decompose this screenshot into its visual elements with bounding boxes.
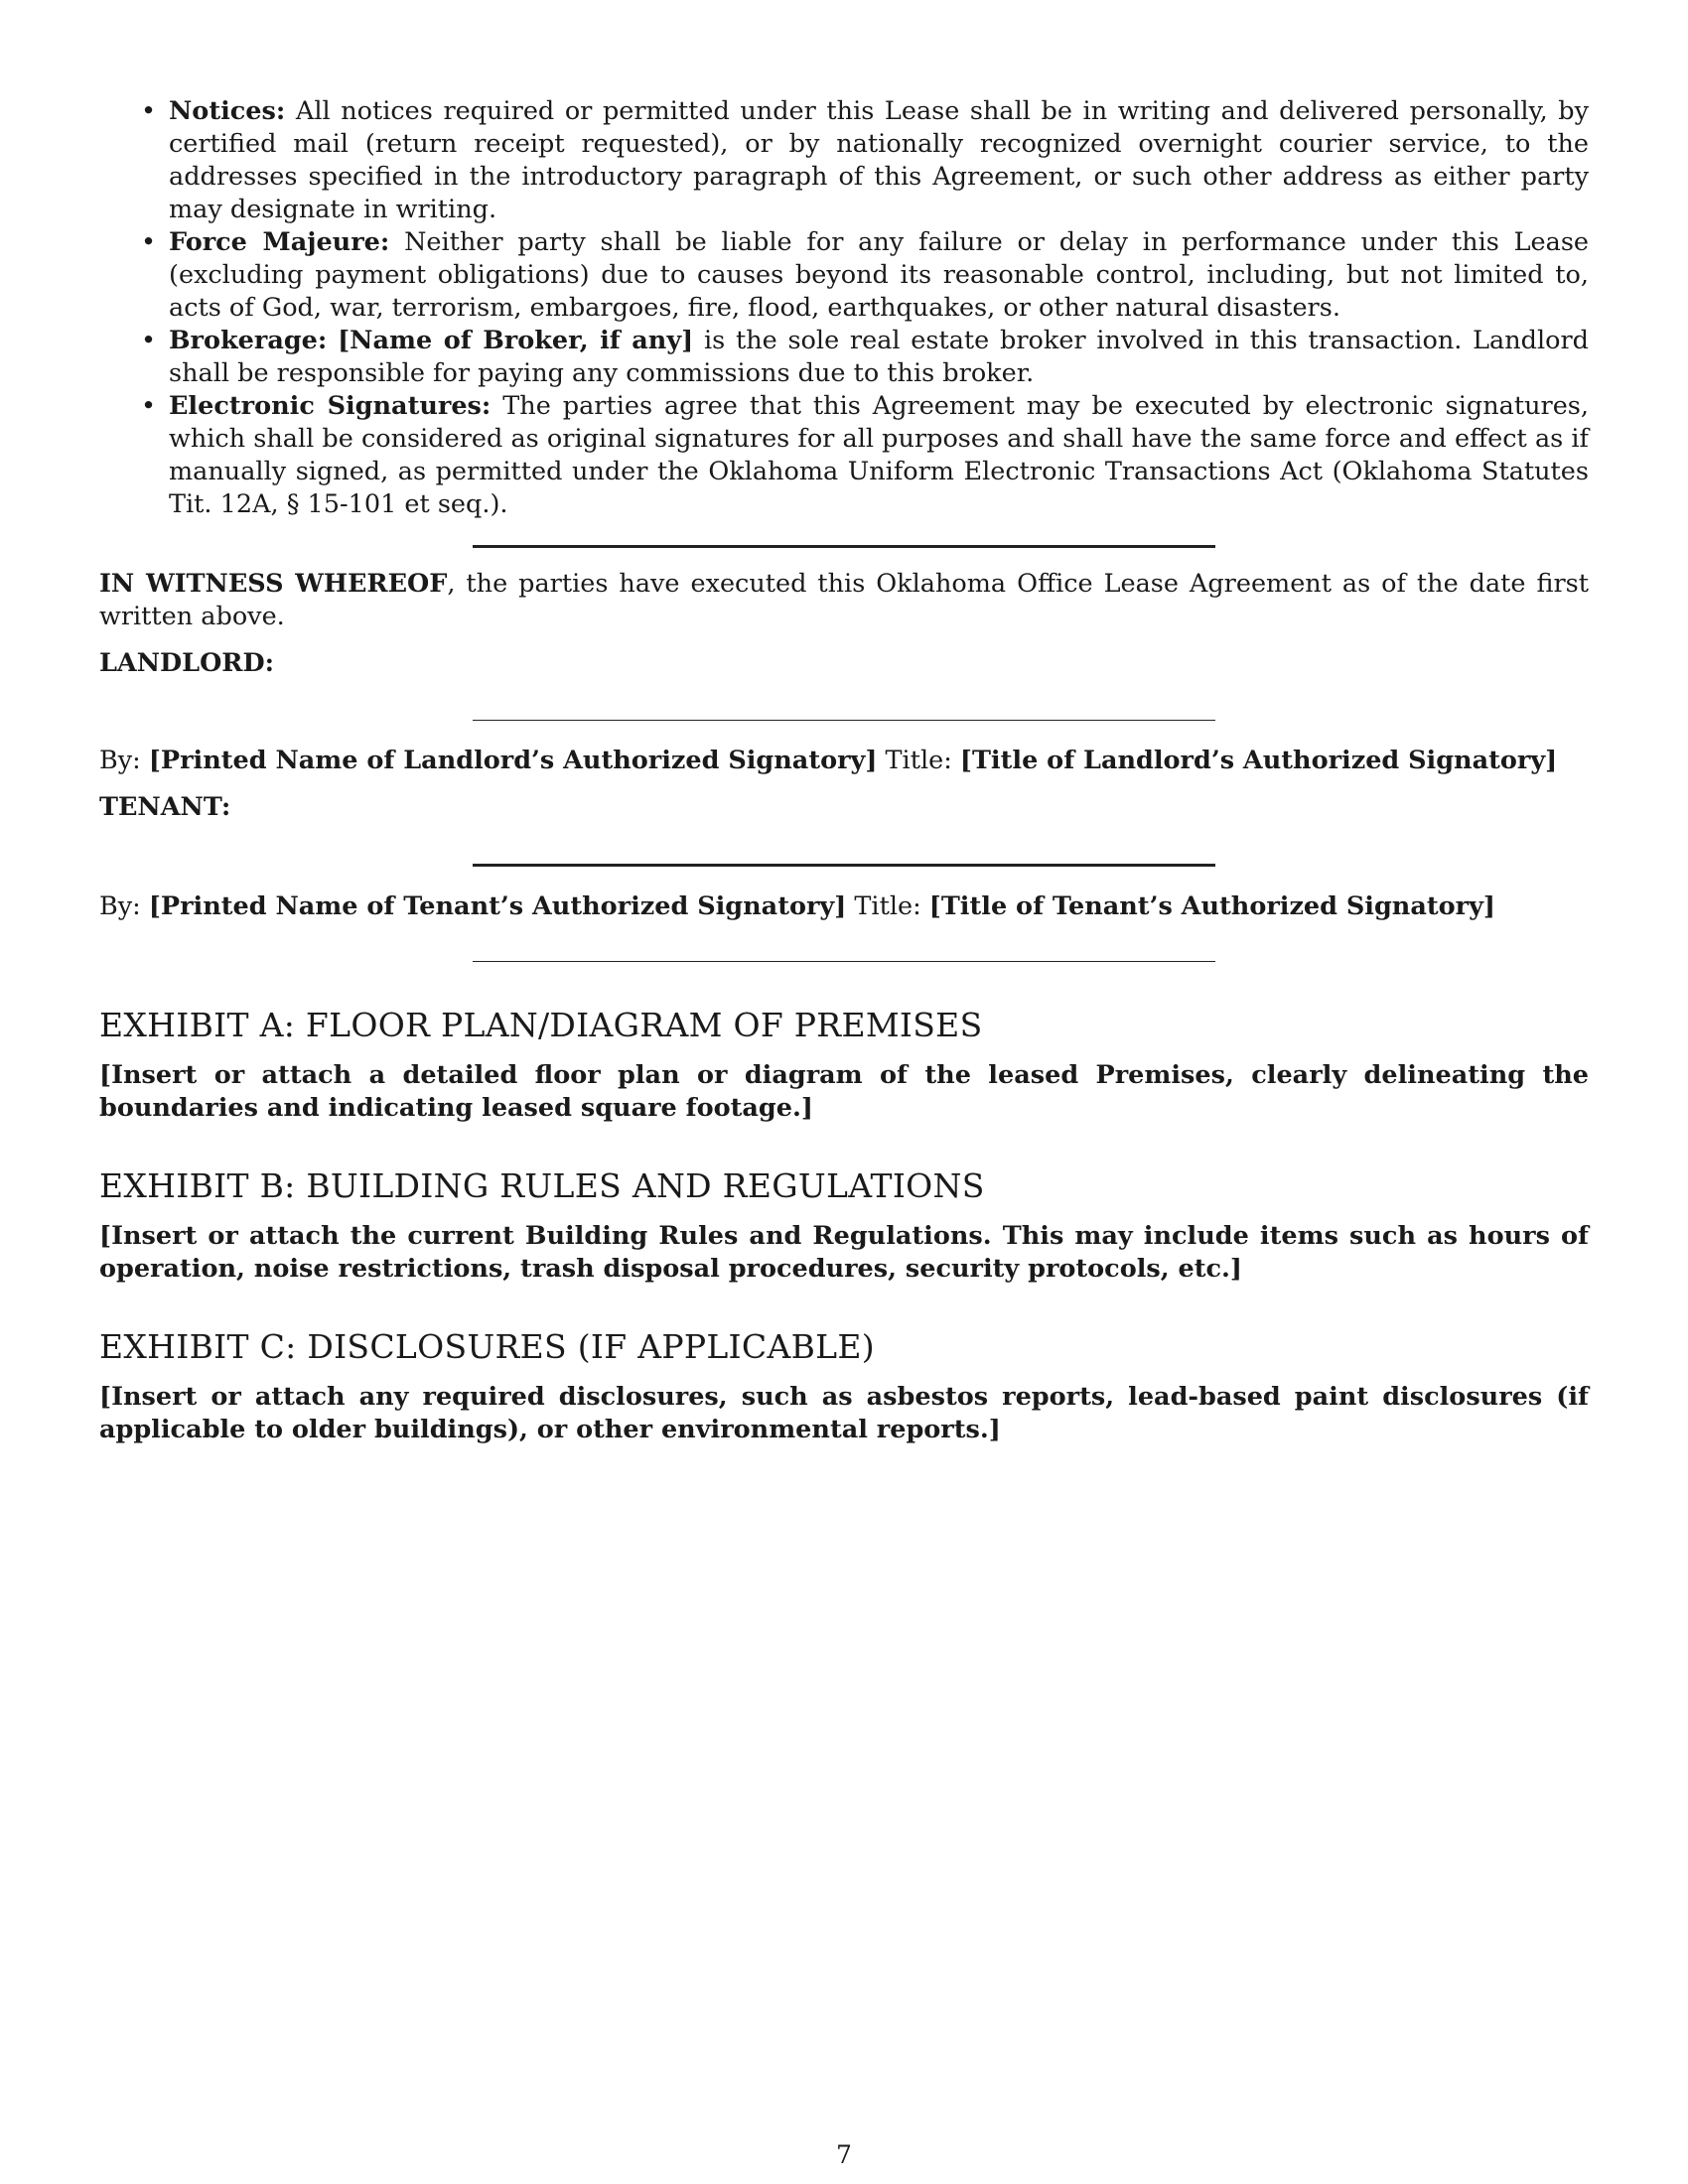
- tenant-title: [Title of Tenant’s Authorized Signatory]: [928, 891, 1495, 921]
- clause-notices: [169, 95, 1589, 226]
- clause-heading: Brokerage:: [169, 326, 328, 355]
- clause-text: is the sole real estate broker involved in this transaction. Landlord shall be responsible for paying any commissions due to this broker.: [169, 326, 1589, 388]
- clause-text: The parties agree that this Agreement may be executed by electronic signatures, which shall be considered as original signatures for all purposes and shall have the same force and effect as if manually signed, as permitted under the Oklahoma Uniform Electronic Transactions Act (Oklahoma Statutes Tit. 12A, § 15-101 et seq.).: [169, 391, 1589, 519]
- witness-paragraph: [99, 568, 1589, 633]
- clause-heading: Notices:: [169, 96, 286, 126]
- exhibit-c-body: [Insert or attach any required disclosures, such as asbestos reports, lead-based paint disclosures (if applicable to older buildings), or other environmental reports.]: [99, 1382, 1589, 1444]
- clause-electronic-signatures: [169, 390, 1589, 521]
- tenant-label: TENANT:: [99, 792, 231, 822]
- tenant-signature-block: [99, 890, 1589, 923]
- document-page: [99, 95, 1589, 1446]
- clause-brokerage: [169, 325, 1589, 390]
- exhibit-b-body: [Insert or attach the current Building Rules and Regulations. This may include items such as hours of operation, noise restrictions, trash disposal procedures, security protocols, etc.]: [99, 1221, 1589, 1284]
- tenant-printed-name: [Printed Name of Tenant’s Authorized Signatory]: [148, 891, 847, 921]
- by-label: By:: [99, 891, 141, 921]
- exhibit-a-body: [Insert or attach a detailed floor plan or diagram of the leased Premises, clearly delineating the boundaries and indicating leased square footage.]: [99, 1060, 1589, 1123]
- clause-text: All notices required or permitted under this Lease shall be in writing and delivered personally, by certified mail (return receipt requested), or by nationally recognized overnight courier service, to the addresses specified in the introductory paragraph of this Agreement, or such other address as either party may designate in writing.: [169, 96, 1589, 224]
- landlord-signature-line: [473, 720, 1215, 721]
- by-label: By:: [99, 746, 141, 775]
- page-number: 7: [836, 2140, 852, 2169]
- exhibit-b-heading: EXHIBIT B: BUILDING RULES AND REGULATIONS: [99, 1166, 985, 1205]
- witness-lead: IN WITNESS WHEREOF: [99, 569, 448, 599]
- section-divider: [473, 545, 1215, 548]
- clause-text: Neither party shall be liable for any failure or delay in performance under this Lease (excluding payment obligations) due to causes beyond its reasonable control, including, but not limited to, acts of God, war, terrorism, embargoes, fire, flood, earthquakes, or other natural disasters.: [169, 227, 1590, 323]
- title-label: Title:: [854, 891, 921, 921]
- landlord-printed-name: [Printed Name of Landlord’s Authorized Signatory]: [148, 746, 878, 775]
- exhibit-c-heading: EXHIBIT C: DISCLOSURES (IF APPLICABLE): [99, 1327, 875, 1366]
- landlord-signature-block: [99, 745, 1589, 777]
- section-divider: [473, 961, 1215, 962]
- landlord-title: [Title of Landlord’s Authorized Signatory]: [959, 746, 1558, 775]
- landlord-label: LANDLORD:: [99, 648, 274, 678]
- clause-force-majeure: [169, 226, 1589, 325]
- clause-heading: Electronic Signatures:: [169, 391, 492, 421]
- clause-list: [99, 95, 1589, 521]
- witness-text: , the parties have executed this Oklahoma Office Lease Agreement as of the date first written above.: [99, 569, 1589, 631]
- clause-heading: Force Majeure:: [169, 227, 390, 257]
- tenant-signature-line: [473, 864, 1215, 867]
- broker-placeholder: [Name of Broker, if any]: [338, 326, 694, 355]
- title-label: Title:: [885, 746, 952, 775]
- exhibit-a-heading: EXHIBIT A: FLOOR PLAN/DIAGRAM OF PREMISES: [99, 1006, 983, 1044]
